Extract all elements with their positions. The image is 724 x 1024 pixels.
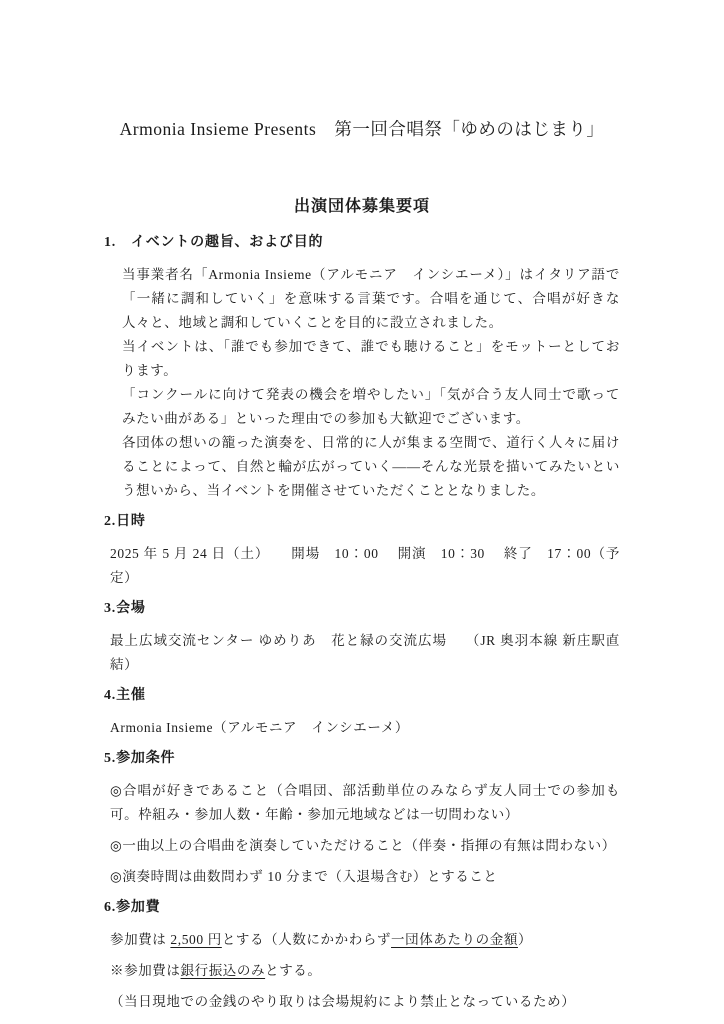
- section-organizer-heading: 4.主催: [104, 688, 146, 703]
- purpose-paragraph-2: 当イベントは、「誰でも参加できて、誰でも聴けること」をモットーとしております。: [122, 339, 620, 378]
- fee-amount-post: ）: [517, 932, 533, 947]
- datetime-text: 2025 年 5 月 24 日（土） 開場 10：00 開演 10：30 終了 17：00（予定）: [110, 546, 620, 585]
- section-venue-heading: 3.会場: [104, 601, 146, 616]
- fee-amount-line: [110, 928, 620, 952]
- venue-text: 最上広域交流センター ゆめりあ 花と緑の交流広場 （JR 奥羽本線 新庄駅直結）: [110, 633, 620, 672]
- document-subtitle: 出演団体募集要項: [293, 198, 430, 215]
- fee-per-group-note: 一団体あたりの金額: [391, 932, 518, 947]
- fee-amount-pre: 参加費は: [110, 932, 171, 947]
- section-conditions-heading: 5.参加条件: [104, 751, 176, 766]
- purpose-paragraph-1: 当事業者名「Armonia Insieme（アルモニア インシエーメ）」はイタリア語で「一緒に調和していく」を意味する言葉です。合唱を通じて、合唱が好きな人々と、地域と調和していくことを目的に設立されました。: [122, 267, 620, 330]
- condition-item: ◎合唱が好きであること（合唱団、部活動単位のみならず友人同士での参加も可。枠組み・参加人数・年齢・参加元地域などは一切問わない）: [110, 783, 620, 822]
- fee-payment-method: 銀行振込のみ: [180, 963, 266, 978]
- fee-amount-value: 2,500 円: [170, 932, 222, 947]
- section-datetime-heading: 2.日時: [104, 514, 146, 529]
- section-conditions: [104, 747, 620, 889]
- section-purpose: [104, 231, 620, 503]
- condition-item: ◎一曲以上の合唱曲を演奏していただけること（伴奏・指揮の有無は問わない）: [110, 838, 616, 853]
- fee-payment-line: [110, 959, 620, 983]
- fee-payment-pre: ※参加費は: [110, 963, 181, 978]
- fee-amount-mid: とする（人数にかかわらず: [221, 932, 392, 947]
- section-fee: [104, 896, 620, 1014]
- fee-note-line: （当日現地での金銭のやり取りは会場規約により禁止となっているため）: [110, 994, 576, 1009]
- section-datetime: [104, 510, 620, 590]
- purpose-paragraph-4: 各団体の想いの籠った演奏を、日常的に人が集まる空間で、道行く人々に届けることによって、自然と輪が広がっていく——そんな光景を描いてみたいという想いから、当イベントを開催させていただくこととなりました。: [122, 435, 620, 498]
- section-organizer: [104, 684, 620, 740]
- section-purpose-heading: 1. イベントの趣旨、および目的: [104, 235, 324, 250]
- document-title: Armonia Insieme Presents 第一回合唱祭「ゆめのはじまり」: [119, 119, 605, 139]
- organizer-text: Armonia Insieme（アルモニア インシエーメ）: [110, 720, 409, 735]
- section-venue: [104, 597, 620, 677]
- section-fee-heading: 6.参加費: [104, 900, 161, 915]
- purpose-paragraph-3: 「コンクールに向けて発表の機会を増やしたい」「気が合う友人同士で歌ってみたい曲がある」といった理由での参加も大歓迎でございます。: [122, 387, 620, 426]
- fee-payment-post: とする。: [265, 963, 322, 978]
- condition-item: ◎演奏時間は曲数問わず 10 分まで（入退場含む）とすること: [110, 869, 498, 884]
